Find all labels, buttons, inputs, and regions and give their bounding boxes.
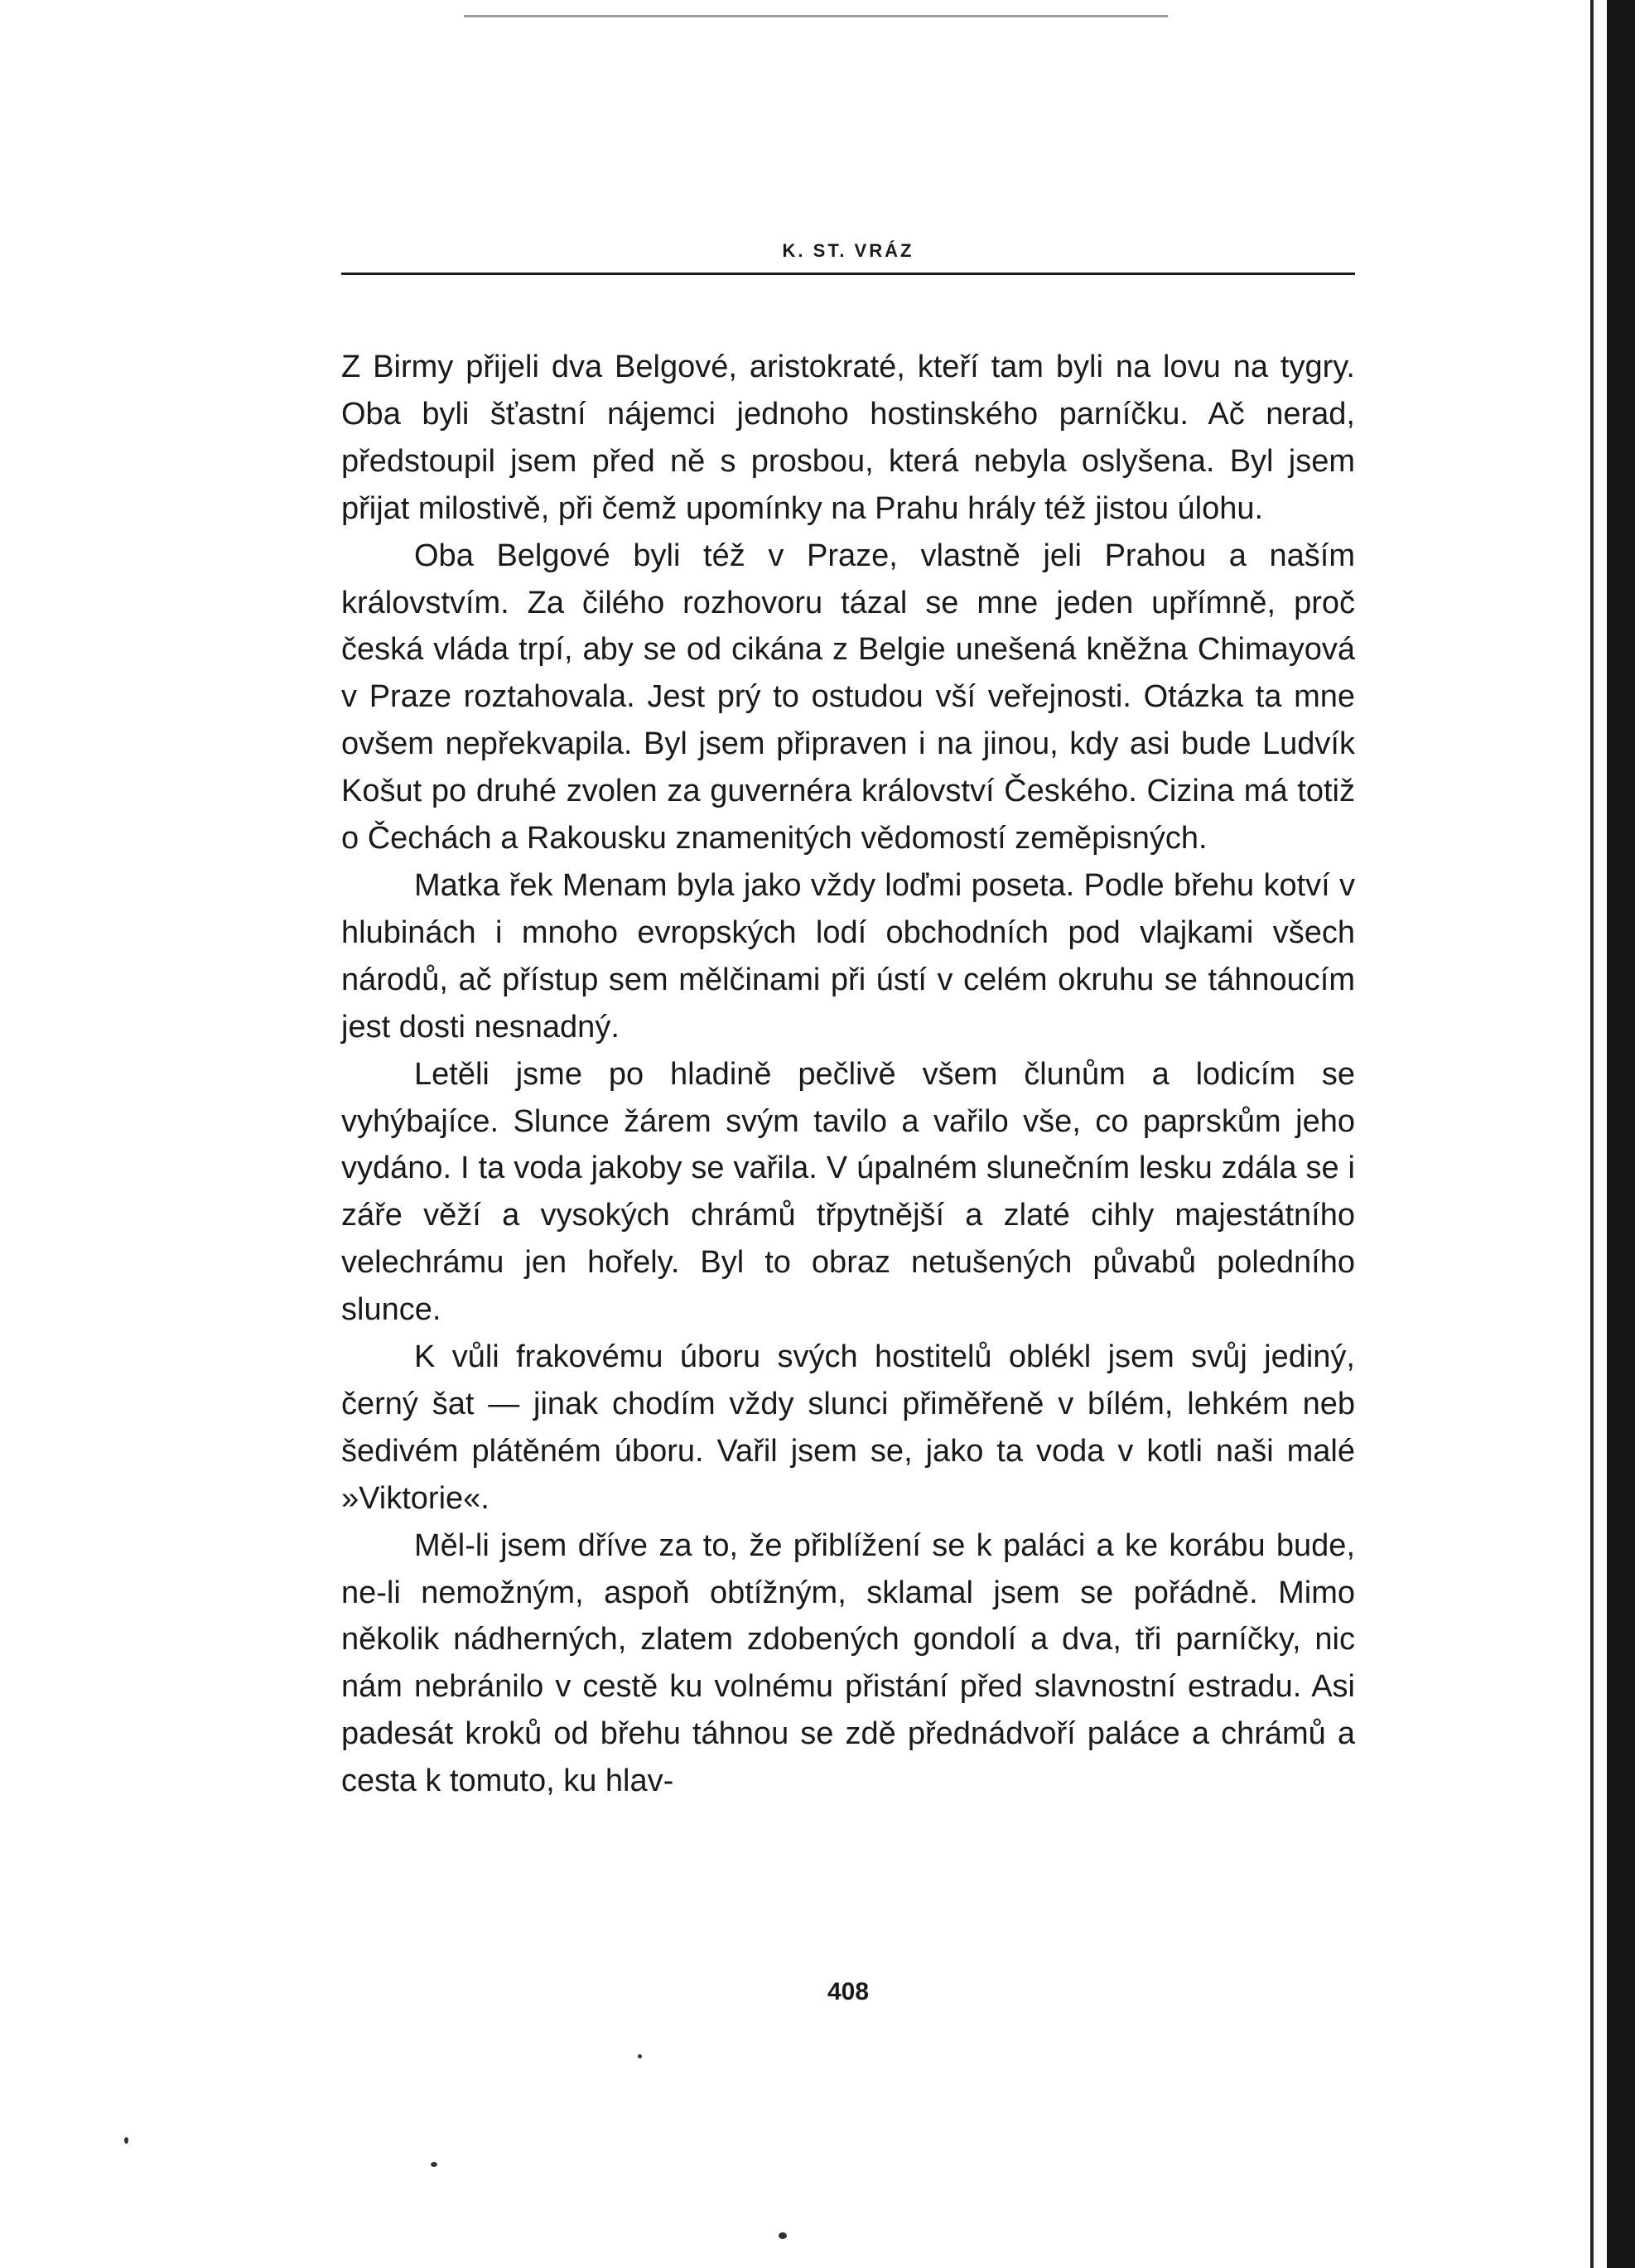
paragraph-3: Matka řek Menam byla jako vždy loďmi poseta. Podle břehu kotví v hlubinách i mnoho evropských lodí obchodních pod vlajkami všech národů, ač přístup sem mělčinami při ústí v celém okruhu se táhnoucím jest dosti nesnadný.: [341, 867, 1355, 1045]
paragraph-5: K vůli frakovému úboru svých hostitelů oblékl jsem svůj jediný, černý šat — jinak chodím vždy slunci přiměřeně v bílém, lehkém neb šedivém plátěném úboru. Vařil jsem se, jako ta voda v kotli naši malé »Viktorie«.: [341, 1339, 1355, 1516]
scan-edge-shadow: [1607, 0, 1635, 2268]
paragraph-1: Z Birmy přijeli dva Belgové, aristokraté, kteří tam byli na lovu na tygry. Oba byli šťastní nájemci jednoho hostinského parníčku. Ač nerad, předstoupil jsem před ně s prosbou, která nebyla oslyšena. Byl jsem přijat milostivě, při čemž upomínky na Prahu hrály též jistou úlohu.: [341, 350, 1355, 526]
scan-speck: [431, 2162, 437, 2167]
paragraph-2: Oba Belgové byli též v Praze, vlastně jeli Prahou a naším královstvím. Za čilého rozhovoru tázal se mne jeden upřímně, proč česká vláda trpí, aby se od cikána z Belgie unešená kněžna Chimayová v Praze roztahovala. Jest prý to ostudou vší veřejnosti. Otázka ta mne ovšem nepřekvapila. Byl jsem připraven i na jinou, kdy asi bude Ludvík Košut po druhé zvolen za guvernéra království Českého. Cizina má totiž o Čechách a Rakousku znamenitých vědomostí zeměpisných.: [341, 538, 1355, 857]
paragraph-6: Měl-li jsem dříve za to, že přiblížení se k paláci a ke korábu bude, ne-li nemožným, aspoň obtížným, sklamal jsem se pořádně. Mimo několik nádherných, zlatem zdobených gondolí a dva, tři parníčky, nic nám nebránilo v cestě ku volnému přistání před slavnostní estradu. Asi padesát kroků od břehu táhnou se zdě přednádvoří paláce a chrámů a cesta k tomuto, ku hlav-: [341, 1527, 1355, 1799]
scan-speck: [124, 2137, 128, 2144]
paragraph-4: Letěli jsme po hladině pečlivě všem člunům a lodicím se vyhýbajíce. Slunce žárem svým tavilo a vařilo vše, co paprskům jeho vydáno. I ta voda jakoby se vařila. V úpalném slunečním lesku zdála se i záře věží a vysokých chrámů třpytnější a zlaté cihly majestátního velechrámu jen hořely. Byl to obraz netušených půvabů poledního slunce.: [341, 1056, 1355, 1328]
scan-speck: [779, 2232, 787, 2239]
running-head-rule: [341, 273, 1355, 275]
page-number: 408: [827, 1978, 870, 2005]
page-edge-line: [1590, 0, 1594, 2268]
scan-speck: [638, 2054, 642, 2058]
body-text: [341, 344, 1355, 1805]
running-head: K. ST. VRÁZ: [782, 240, 914, 261]
top-edge-rule: [464, 15, 1168, 17]
